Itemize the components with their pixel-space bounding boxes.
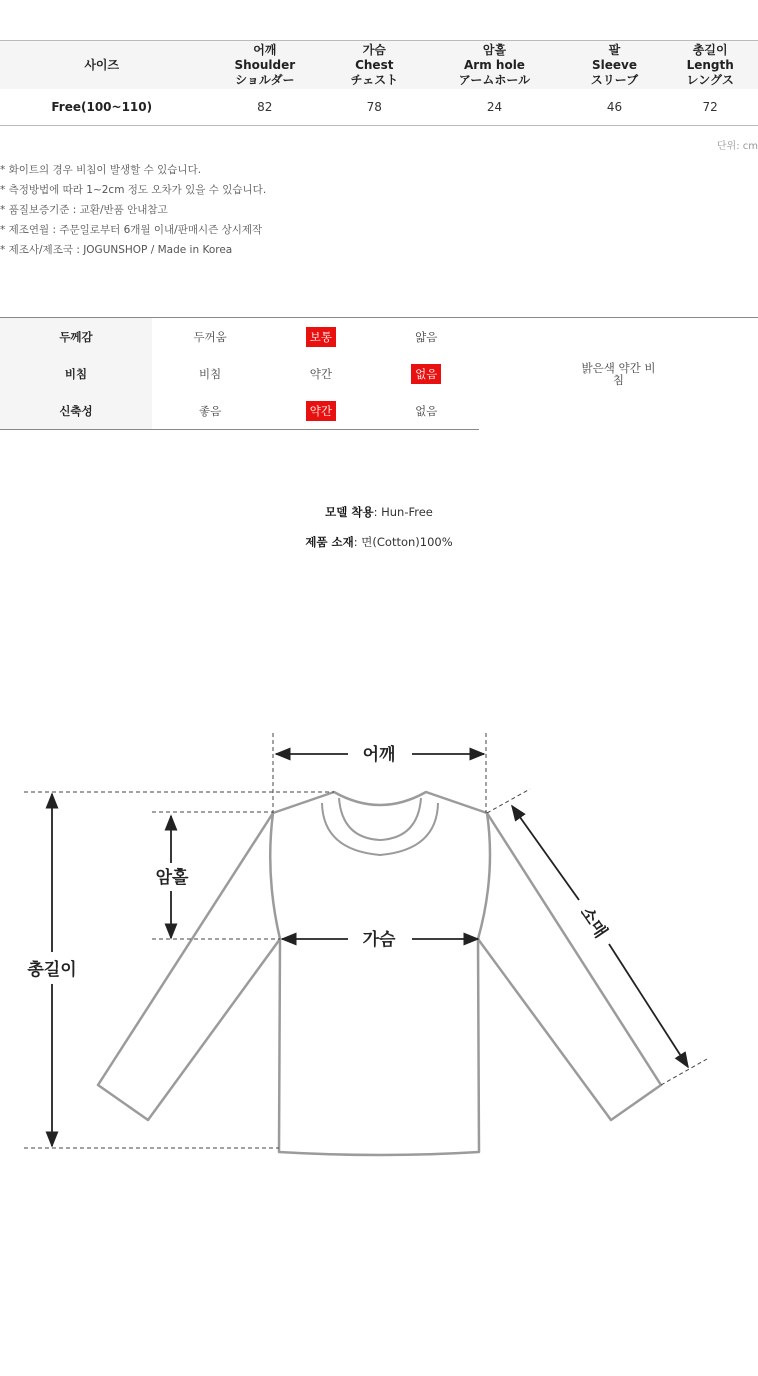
size-value: Free(100~110) xyxy=(0,89,203,126)
note-item: * 화이트의 경우 비침이 발생할 수 있습니다. xyxy=(0,164,202,176)
thickness-label: 두께감 xyxy=(0,318,152,356)
unit-label: 단위: cm xyxy=(716,141,758,152)
table-row xyxy=(0,89,758,126)
option-2-2: 없음 xyxy=(415,403,438,418)
feel-note-text: 밝은색 약간 비침 xyxy=(581,360,656,387)
material-value: : 면(Cotton)100% xyxy=(353,535,453,549)
notes-list xyxy=(0,162,266,262)
size-table-header-row xyxy=(0,41,758,90)
option-0-0: 두꺼움 xyxy=(193,329,227,344)
note-item: * 제조연월 : 주문일로부터 6개월 이내/판매시즌 상시제작 xyxy=(0,224,263,236)
shoulder-label: 어깨 xyxy=(362,745,396,765)
stretch-label: 신축성 xyxy=(0,392,152,430)
col-shoulder: 어깨 Shoulder ショルダー xyxy=(203,41,326,90)
option-1-2: 없음 xyxy=(411,364,441,384)
chest-value: 78 xyxy=(326,89,422,126)
fabric-feel-table xyxy=(0,317,758,430)
chest-label: 가슴 xyxy=(362,930,396,950)
col-sleeve: 팔 Sleeve スリーブ xyxy=(567,41,663,90)
option-0-1: 보통 xyxy=(306,327,336,347)
col-armhole: 암홀 Arm hole アームホール xyxy=(422,41,566,90)
model-info xyxy=(0,504,758,520)
sleeve-value: 46 xyxy=(567,89,663,126)
table-row xyxy=(0,318,758,356)
length-value: 72 xyxy=(662,89,758,126)
measurement-diagram xyxy=(0,700,758,1180)
col-length: 총길이 Length レングス xyxy=(662,41,758,90)
material-info xyxy=(0,534,758,550)
option-1-1: 약간 xyxy=(309,366,333,381)
note-item: * 품질보증기준 : 교환/반품 안내참고 xyxy=(0,204,168,216)
material-label: 제품 소재 xyxy=(305,535,354,549)
option-1-0: 비침 xyxy=(199,366,222,381)
sheerness-label: 비침 xyxy=(0,355,152,392)
armhole-label: 암홀 xyxy=(155,868,189,888)
measure-arrows xyxy=(52,754,688,1146)
note-item: * 측정방법에 따라 1~2cm 정도 오차가 있을 수 있습니다. xyxy=(0,184,267,196)
shirt-outline xyxy=(98,792,661,1155)
col-size: 사이즈 xyxy=(0,41,203,90)
armhole-value: 24 xyxy=(422,89,566,126)
size-table xyxy=(0,40,758,126)
option-2-1: 약간 xyxy=(306,401,336,421)
option-0-2: 얇음 xyxy=(415,329,438,344)
feel-note xyxy=(479,318,758,430)
model-value: : Hun-Free xyxy=(373,505,433,519)
note-item: * 제조사/제조국 : JOGUNSHOP / Made in Korea xyxy=(0,244,233,256)
option-2-0: 좋음 xyxy=(199,403,222,418)
col-chest: 가슴 Chest チェスト xyxy=(326,41,422,90)
shoulder-value: 82 xyxy=(203,89,326,126)
model-label: 모델 착용 xyxy=(325,505,374,519)
sleeve-label: 소매 xyxy=(575,903,611,942)
length-label: 총길이 xyxy=(27,960,77,980)
